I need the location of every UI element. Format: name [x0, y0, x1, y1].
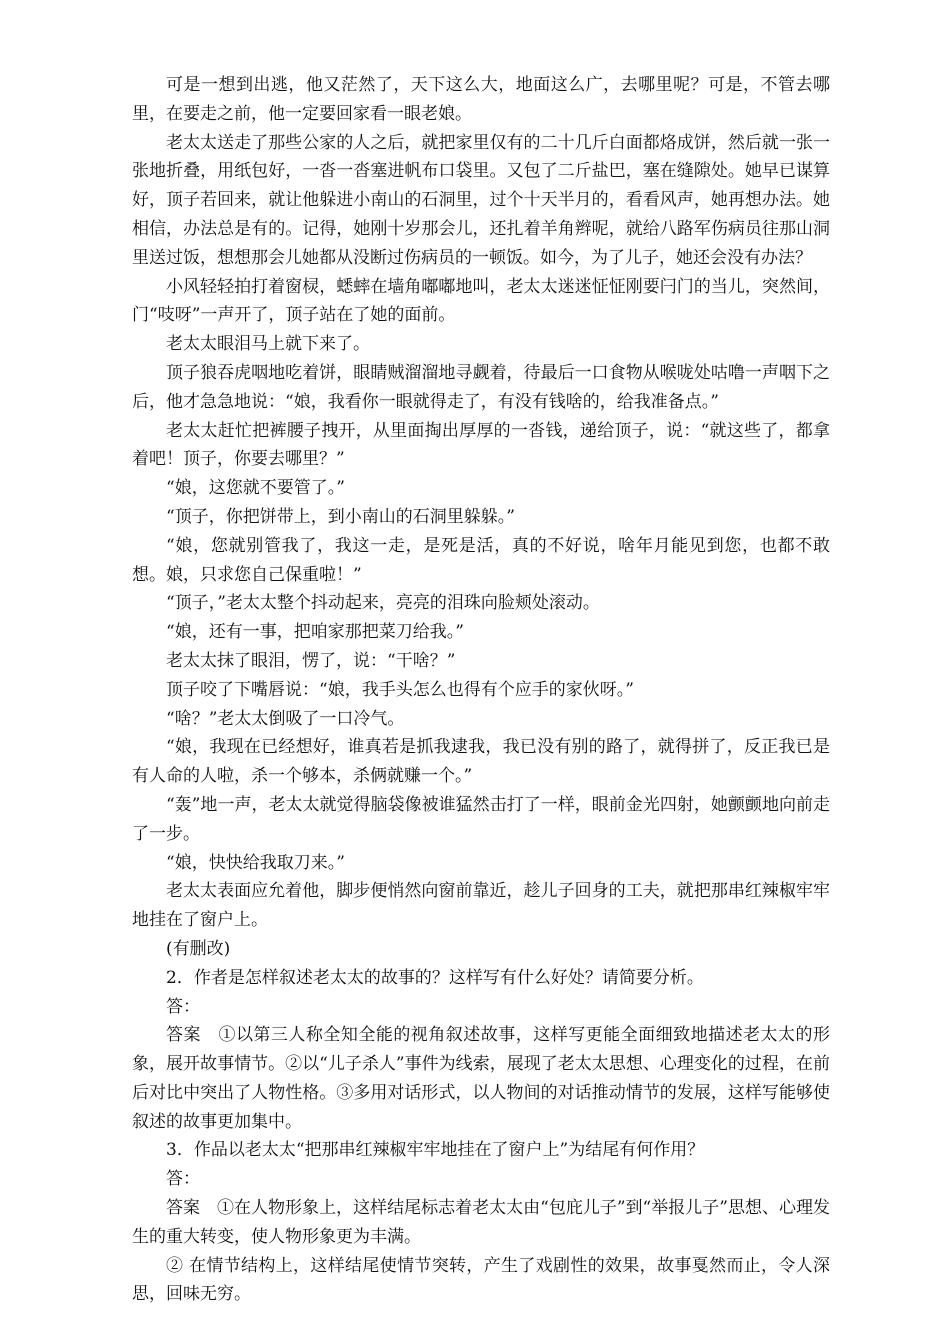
dialogue-line: “娘，我现在已经想好，谁真若是抓我逮我，我已没有别的路了，就得拼了，反正我已是有人命的人啦，杀一个够本，杀俩就赚一个。” — [132, 737, 830, 787]
question-3: 3．作品以老太太“把那串红辣椒牢牢地挂在了窗户上”为结尾有何作用？ — [166, 1140, 705, 1161]
dialogue-line: “啥？”老太太倒吸了一口冷气。 — [166, 708, 405, 729]
paragraph: 老太太赶忙把裤腰子拽开，从里面掏出厚厚的一沓钱，递给顶子，说：“就这些了，都拿着吧！顶子，你要去哪里？” — [132, 420, 830, 470]
paragraph: 老太太送走了那些公家的人之后，就把家里仅有的二十几斤白面都烙成饼，然后就一张一张地折叠，用纸包好，一沓一沓塞进帆布口袋里。又包了二斤盐巴，塞在缝隙处。她早已谋算好，顶子若回来，就让他躲进小南山的石洞里，过个十天半月的，看看风声，她再想办法。她相信，办法总是有的。记得，她刚十岁那会儿，还扎着羊角辫呢，就给八路军伤病员往那山洞里送过饭，想想那会儿她都从没断过伤病员的一顿饭。如今，为了儿子，她还会没有办法？ — [132, 132, 830, 268]
dialogue-line: “娘，还有一事，把咱家那把菜刀给我。” — [166, 622, 464, 643]
paragraph: 小风轻轻拍打着窗棂，蟋蟀在墙角嘟嘟地叫，老太太迷迷怔怔刚要闩门的当儿，突然间，门“吱呀”一声开了，顶子站在了她的面前。 — [132, 276, 830, 326]
document-body — [132, 71, 830, 1309]
paragraph: “轰”地一声，老太太就觉得脑袋像被谁猛然击打了一样，眼前金光四射，她颤颤地向前走了一步。 — [132, 794, 830, 844]
paragraph: 老太太眼泪马上就下来了。 — [166, 334, 370, 355]
dialogue-line: “顶子，你把饼带上，到小南山的石洞里躲躲。” — [166, 506, 515, 527]
dialogue-line: “顶子，”老太太整个抖动起来，亮亮的泪珠向脸颊处滚动。 — [166, 593, 600, 614]
paragraph: 老太太表面应允着他，脚步便悄然向窗前靠近，趁儿子回身的工夫，就把那串红辣椒牢牢地挂在了窗户上。 — [132, 881, 830, 931]
answer-2: 答案 ①以第三人称全知全能的视角叙述故事，这样写更能全面细致地描述老太太的形象，展开故事情节。②以“儿子杀人”事件为线索，展现了老太太思想、心理变化的过程，在前后对比中突出了人物性格。③多用对话形式，以人物间的对话推动情节的发展，这样写能够使叙述的故事更加集中。 — [132, 1025, 830, 1132]
dialogue-line: “娘，快快给我取刀来。” — [166, 852, 345, 873]
answer-3-part-2: ② 在情节结构上，这样结尾使情节突转，产生了戏剧性的效果，故事戛然而止，令人深思，回味无穷。 — [132, 1255, 830, 1305]
question-2: 2．作者是怎样叙述老太太的故事的？这样写有什么好处？请简要分析。 — [166, 967, 704, 988]
paragraph: 顶子咬了下嘴唇说：“娘，我手头怎么也得有个应手的家伙呀。” — [166, 679, 634, 700]
answer-label: 答： — [166, 1169, 200, 1190]
paragraph: 可是一想到出逃，他又茫然了，天下这么大，地面这么广，去哪里呢？可是，不管去哪里，在要走之前，他一定要回家看一眼老娘。 — [132, 75, 830, 124]
edit-note: (有删改) — [166, 938, 231, 959]
dialogue-line: “娘，您就别管我了，我这一走，是死是活，真的不好说，啥年月能见到您，也都不敢想。娘，只求您自己保重啦！” — [132, 535, 830, 585]
paragraph: 顶子狼吞虎咽地吃着饼，眼睛贼溜溜地寻觑着，待最后一口食物从喉咙处咕噜一声咽下之后，他才急急地说：“娘，我看你一眼就得走了，有没有钱啥的，给我准备点。” — [132, 362, 830, 412]
answer-3-part-1: 答案 ①在人物形象上，这样结尾标志着老太太由“包庇儿子”到“举报儿子”思想、心理发生的重大转变，使人物形象更为丰满。 — [132, 1198, 830, 1247]
answer-label: 答： — [166, 996, 200, 1017]
paragraph: 老太太抹了眼泪，愣了，说：“干啥？” — [166, 650, 456, 671]
dialogue-line: “娘，这您就不要管了。” — [166, 478, 345, 499]
